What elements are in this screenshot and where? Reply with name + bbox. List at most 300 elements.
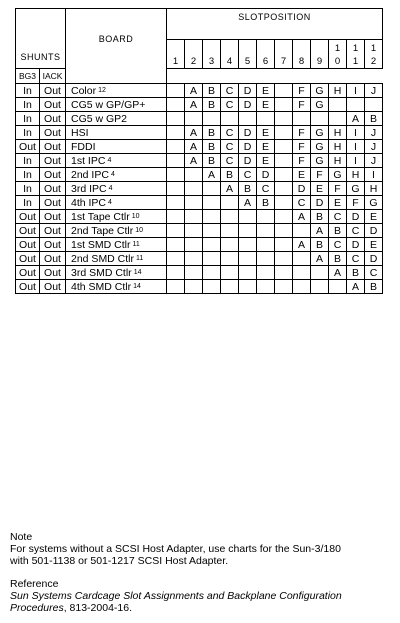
slot-cell-8: F	[293, 84, 311, 98]
slot-number-tens	[239, 42, 256, 55]
iack-cell: Out	[40, 238, 66, 252]
slot-cell-8: C	[293, 196, 311, 210]
iack-cell: Out	[40, 280, 66, 294]
slot-number-ones: 1	[352, 56, 359, 67]
slot-cell-11: G	[347, 182, 365, 196]
slot-cell-12: I	[365, 168, 383, 182]
iack-cell: Out	[40, 196, 66, 210]
slot-cell-3	[203, 112, 221, 126]
footnote-ref: 4	[108, 198, 112, 206]
slot-cell-11: C	[347, 252, 365, 266]
slot-cell-4	[221, 280, 239, 294]
slot-cell-12: G	[365, 196, 383, 210]
slot-number-tens	[257, 42, 274, 55]
iack-cell: Out	[40, 154, 66, 168]
board-cell	[66, 154, 167, 168]
board-name: CG5 w GP2	[71, 112, 128, 125]
slot-number-tens	[167, 42, 184, 55]
board-name: 1st Tape Ctlr	[71, 210, 130, 223]
slot-number-3	[203, 40, 221, 69]
slot-cell-11: A	[347, 112, 365, 126]
slot-number-tens: 1	[334, 43, 341, 54]
slot-number-tens	[203, 42, 220, 55]
bg3-cell: Out	[16, 224, 40, 238]
slot-number-ones: 5	[244, 56, 251, 67]
table-row	[16, 154, 383, 168]
board-name: 3rd SMD Ctlr	[71, 266, 132, 279]
slot-cell-6: E	[257, 140, 275, 154]
slot-cell-5	[239, 210, 257, 224]
slot-number-12	[365, 40, 383, 69]
slot-cell-10: B	[329, 224, 347, 238]
slot-cell-3	[203, 280, 221, 294]
slot-cell-6: E	[257, 98, 275, 112]
slot-cell-11: C	[347, 224, 365, 238]
bg3-cell: In	[16, 84, 40, 98]
slot-cell-10: C	[329, 210, 347, 224]
slot-cell-10: H	[329, 140, 347, 154]
slot-cell-11: H	[347, 168, 365, 182]
slot-cell-9: G	[311, 98, 329, 112]
board-name: 1st SMD Ctlr	[71, 238, 131, 251]
slotposition-header: SLOTPOSITION	[167, 9, 383, 40]
slot-cell-7	[275, 112, 293, 126]
slot-assignment-table	[15, 8, 383, 294]
slot-cell-8	[293, 266, 311, 280]
slot-cell-10	[329, 112, 347, 126]
slot-cell-5: D	[239, 126, 257, 140]
slot-cell-6: E	[257, 154, 275, 168]
slot-number-tens	[311, 42, 328, 55]
slot-cell-9: F	[311, 168, 329, 182]
slot-cell-1	[167, 126, 185, 140]
bg3-cell: Out	[16, 266, 40, 280]
iack-cell: Out	[40, 182, 66, 196]
bg3-cell: In	[16, 126, 40, 140]
slot-number-ones: 2	[190, 56, 197, 67]
table-row	[16, 112, 383, 126]
slot-cell-7	[275, 140, 293, 154]
footnote-ref: 11	[132, 240, 140, 248]
slot-cell-5: C	[239, 168, 257, 182]
slot-number-tens	[221, 42, 238, 55]
board-name: 4th SMD Ctlr	[71, 280, 132, 293]
iack-cell: Out	[40, 98, 66, 112]
bg3-cell: Out	[16, 252, 40, 266]
board-name: HSI	[71, 126, 89, 139]
slot-cell-5	[239, 112, 257, 126]
slot-cell-5: D	[239, 84, 257, 98]
slot-cell-3	[203, 238, 221, 252]
slot-cell-8: A	[293, 210, 311, 224]
reference-doc-number: , 813-2004-16.	[63, 602, 133, 614]
slot-cell-6	[257, 210, 275, 224]
slot-cell-9: E	[311, 182, 329, 196]
slot-number-tens: 1	[352, 43, 359, 54]
board-name: 2nd IPC	[71, 168, 109, 181]
slot-cell-10: C	[329, 238, 347, 252]
slot-cell-1	[167, 182, 185, 196]
slot-cell-8	[293, 280, 311, 294]
slot-cell-10: H	[329, 84, 347, 98]
slot-cell-4: A	[221, 182, 239, 196]
slot-cell-8	[293, 112, 311, 126]
slot-number-ones: 4	[226, 56, 233, 67]
board-cell	[66, 196, 167, 210]
slot-cell-1	[167, 98, 185, 112]
board-cell	[66, 252, 167, 266]
board-cell	[66, 210, 167, 224]
slot-number-ones: 0	[334, 56, 341, 67]
note-block	[10, 531, 341, 567]
slot-cell-12: B	[365, 112, 383, 126]
iack-cell: Out	[40, 84, 66, 98]
slot-cell-10: H	[329, 154, 347, 168]
slot-cell-10: A	[329, 266, 347, 280]
slot-cell-11: I	[347, 126, 365, 140]
slot-cell-7	[275, 196, 293, 210]
slot-cell-11: I	[347, 154, 365, 168]
slot-cell-6	[257, 252, 275, 266]
slot-number-6	[257, 40, 275, 69]
slot-cell-5	[239, 252, 257, 266]
slot-cell-4	[221, 196, 239, 210]
slot-number-ones: 9	[316, 56, 323, 67]
slot-cell-7	[275, 252, 293, 266]
slot-cell-10: E	[329, 196, 347, 210]
bg3-cell: In	[16, 168, 40, 182]
slot-cell-9: G	[311, 126, 329, 140]
footnote-ref: 14	[133, 268, 142, 276]
slot-cell-1	[167, 280, 185, 294]
slot-number-tens: 1	[370, 43, 377, 54]
note-line-2: with 501-1138 or 501-1217 SCSI Host Adapter.	[10, 555, 229, 567]
slot-cell-9: A	[311, 224, 329, 238]
board-name: 4th IPC	[71, 196, 107, 209]
slot-cell-2	[185, 224, 203, 238]
slot-cell-2	[185, 182, 203, 196]
slot-cell-6	[257, 266, 275, 280]
slot-cell-8: D	[293, 182, 311, 196]
slot-cell-8: A	[293, 238, 311, 252]
footnote-ref: 12	[98, 86, 106, 94]
slot-cell-11: D	[347, 238, 365, 252]
table-row	[16, 224, 383, 238]
slot-cell-12: H	[365, 182, 383, 196]
slot-cell-12: J	[365, 154, 383, 168]
slot-cell-11: A	[347, 280, 365, 294]
shunts-header: SHUNTS	[16, 9, 66, 69]
slot-cell-4: C	[221, 98, 239, 112]
slot-cell-1	[167, 238, 185, 252]
slot-cell-5: D	[239, 98, 257, 112]
note-line-1: For systems without a SCSI Host Adapter, use charts for the Sun-3/180	[10, 543, 341, 555]
slot-cell-6: E	[257, 126, 275, 140]
reference-title: Reference	[10, 578, 59, 590]
bg3-cell: In	[16, 98, 40, 112]
board-cell	[66, 182, 167, 196]
slot-number-4	[221, 40, 239, 69]
slot-cell-2	[185, 280, 203, 294]
slot-cell-1	[167, 140, 185, 154]
slot-cell-12: D	[365, 252, 383, 266]
slot-cell-4: B	[221, 168, 239, 182]
iack-cell: Out	[40, 210, 66, 224]
iack-cell: Out	[40, 140, 66, 154]
slot-cell-3	[203, 182, 221, 196]
slot-cell-11: I	[347, 84, 365, 98]
table-row	[16, 210, 383, 224]
slot-number-7	[275, 40, 293, 69]
slot-number-5	[239, 40, 257, 69]
slot-cell-5	[239, 224, 257, 238]
slot-cell-10	[329, 280, 347, 294]
slot-cell-5	[239, 280, 257, 294]
board-cell	[66, 126, 167, 140]
board-name: 1st IPC	[71, 154, 106, 167]
slot-cell-1	[167, 210, 185, 224]
slot-cell-9: A	[311, 252, 329, 266]
slot-cell-4: C	[221, 126, 239, 140]
slot-cell-3: B	[203, 84, 221, 98]
slot-cell-4	[221, 266, 239, 280]
slot-cell-2	[185, 266, 203, 280]
slot-cell-3: B	[203, 126, 221, 140]
slot-cell-7	[275, 238, 293, 252]
table-row	[16, 280, 383, 294]
slot-cell-8	[293, 252, 311, 266]
slot-cell-3	[203, 224, 221, 238]
slot-cell-6: E	[257, 84, 275, 98]
slot-cell-7	[275, 168, 293, 182]
bg3-cell: In	[16, 112, 40, 126]
slot-cell-2	[185, 196, 203, 210]
bg3-cell: In	[16, 182, 40, 196]
slot-cell-2: A	[185, 98, 203, 112]
slot-cell-2	[185, 112, 203, 126]
bg3-cell: In	[16, 154, 40, 168]
slot-cell-12: J	[365, 140, 383, 154]
board-name: FDDI	[71, 140, 96, 153]
slot-cell-7	[275, 126, 293, 140]
slot-cell-12: D	[365, 224, 383, 238]
slot-cell-12: E	[365, 210, 383, 224]
slot-cell-8: F	[293, 154, 311, 168]
slot-cell-7	[275, 280, 293, 294]
slot-cell-5	[239, 238, 257, 252]
board-name: 2nd Tape Ctlr	[71, 224, 134, 237]
slot-number-ones: 6	[262, 56, 269, 67]
slot-cell-9: D	[311, 196, 329, 210]
reference-line-2	[10, 602, 342, 614]
slot-cell-9: B	[311, 238, 329, 252]
slot-cell-1	[167, 112, 185, 126]
slot-number-1	[167, 40, 185, 69]
slot-number-10	[329, 40, 347, 69]
slot-cell-9: B	[311, 210, 329, 224]
slot-cell-3: B	[203, 140, 221, 154]
slot-cell-4: C	[221, 84, 239, 98]
reference-line-1: Sun Systems Cardcage Slot Assignments and Backplane Configuration	[10, 590, 342, 602]
table-row	[16, 238, 383, 252]
bg3-cell: Out	[16, 140, 40, 154]
note-title: Note	[10, 531, 33, 543]
footnote-ref: 11	[136, 254, 144, 262]
board-name: 3rd IPC	[71, 182, 107, 195]
slot-number-ones: 3	[208, 56, 215, 67]
slot-cell-12: B	[365, 280, 383, 294]
table-row	[16, 84, 383, 98]
slot-cell-11: B	[347, 266, 365, 280]
footnote-ref: 4	[107, 156, 112, 164]
board-cell	[66, 98, 167, 112]
slot-cell-2	[185, 168, 203, 182]
slot-cell-8: F	[293, 140, 311, 154]
slot-cell-4	[221, 252, 239, 266]
bg3-cell: In	[16, 196, 40, 210]
slot-cell-2	[185, 252, 203, 266]
board-name: CG5 w GP/GP+	[71, 98, 146, 111]
slot-cell-2: A	[185, 140, 203, 154]
table-row	[16, 168, 383, 182]
board-cell	[66, 224, 167, 238]
slot-cell-4: C	[221, 154, 239, 168]
header-row-top	[16, 9, 383, 40]
slot-cell-6: B	[257, 196, 275, 210]
slot-cell-7	[275, 154, 293, 168]
slot-cell-3: B	[203, 98, 221, 112]
slot-cell-9: G	[311, 84, 329, 98]
footnote-ref: 4	[108, 184, 113, 192]
slot-cell-7	[275, 182, 293, 196]
board-cell	[66, 280, 167, 294]
slot-number-ones: 1	[172, 56, 179, 67]
slot-cell-1	[167, 196, 185, 210]
footnote-ref: 14	[133, 282, 141, 290]
slot-number-ones: 8	[298, 56, 305, 67]
slot-cell-6: D	[257, 168, 275, 182]
table-row	[16, 182, 383, 196]
slot-cell-3: B	[203, 154, 221, 168]
iack-cell: Out	[40, 252, 66, 266]
slot-cell-4	[221, 224, 239, 238]
slot-cell-3	[203, 196, 221, 210]
iack-cell: Out	[40, 126, 66, 140]
slot-cell-8: E	[293, 168, 311, 182]
slot-cell-3	[203, 266, 221, 280]
slot-cell-11: F	[347, 196, 365, 210]
slot-cell-10: B	[329, 252, 347, 266]
slot-cell-5: A	[239, 196, 257, 210]
slot-cell-12	[365, 98, 383, 112]
slot-cell-10: H	[329, 126, 347, 140]
slot-cell-1	[167, 224, 185, 238]
slot-number-8	[293, 40, 311, 69]
slot-cell-9	[311, 112, 329, 126]
slot-cell-4	[221, 210, 239, 224]
slot-cell-7	[275, 210, 293, 224]
slot-cell-1	[167, 266, 185, 280]
slot-cell-9: G	[311, 140, 329, 154]
slot-cell-4: C	[221, 140, 239, 154]
slot-cell-6	[257, 112, 275, 126]
slot-cell-7	[275, 84, 293, 98]
slot-cell-7	[275, 98, 293, 112]
reference-block	[10, 578, 342, 614]
slot-cell-2: A	[185, 84, 203, 98]
slot-cell-6: C	[257, 182, 275, 196]
slot-number-2	[185, 40, 203, 69]
board-cell	[66, 84, 167, 98]
slot-cell-5: B	[239, 182, 257, 196]
board-cell	[66, 266, 167, 280]
slot-cell-1	[167, 84, 185, 98]
slot-number-tens	[293, 42, 310, 55]
board-header: BOARD	[66, 9, 167, 84]
bg3-cell: Out	[16, 280, 40, 294]
slot-cell-12: J	[365, 84, 383, 98]
slot-number-tens	[185, 42, 202, 55]
slot-cell-2	[185, 210, 203, 224]
reference-procedures: Procedures	[10, 602, 64, 614]
iack-cell: Out	[40, 112, 66, 126]
slot-number-tens	[275, 42, 292, 55]
board-cell	[66, 238, 167, 252]
footnote-ref: 4	[110, 170, 115, 178]
iack-cell: Out	[40, 168, 66, 182]
bg3-header: BG3	[16, 69, 40, 84]
slot-cell-1	[167, 154, 185, 168]
slot-cell-6	[257, 280, 275, 294]
footnote-ref: 10	[131, 212, 140, 220]
slot-cell-5: D	[239, 140, 257, 154]
slot-cell-9	[311, 280, 329, 294]
slot-cell-7	[275, 266, 293, 280]
table-row	[16, 252, 383, 266]
slot-number-ones: 2	[370, 56, 377, 67]
slot-cell-11: I	[347, 140, 365, 154]
board-name: 2nd SMD Ctlr	[71, 252, 135, 265]
board-cell	[66, 168, 167, 182]
slot-cell-9	[311, 266, 329, 280]
board-cell	[66, 112, 167, 126]
slot-cell-6	[257, 238, 275, 252]
slot-cell-8	[293, 224, 311, 238]
slot-number-9	[311, 40, 329, 69]
slot-number-11	[347, 40, 365, 69]
slot-cell-1	[167, 252, 185, 266]
board-cell	[66, 140, 167, 154]
iack-cell: Out	[40, 224, 66, 238]
slot-cell-3	[203, 210, 221, 224]
bg3-cell: Out	[16, 238, 40, 252]
slot-cell-9: G	[311, 154, 329, 168]
slot-cell-5: D	[239, 154, 257, 168]
slot-cell-3	[203, 252, 221, 266]
slot-cell-4	[221, 112, 239, 126]
slot-number-ones: 7	[280, 56, 287, 67]
slot-cell-2: A	[185, 154, 203, 168]
slot-cell-7	[275, 224, 293, 238]
table-row	[16, 126, 383, 140]
iack-header: IACK	[40, 69, 66, 84]
footnote-ref: 10	[135, 226, 144, 234]
slot-cell-10	[329, 98, 347, 112]
slot-cell-5	[239, 266, 257, 280]
slot-cell-10: F	[329, 182, 347, 196]
table-row	[16, 140, 383, 154]
table-row	[16, 98, 383, 112]
